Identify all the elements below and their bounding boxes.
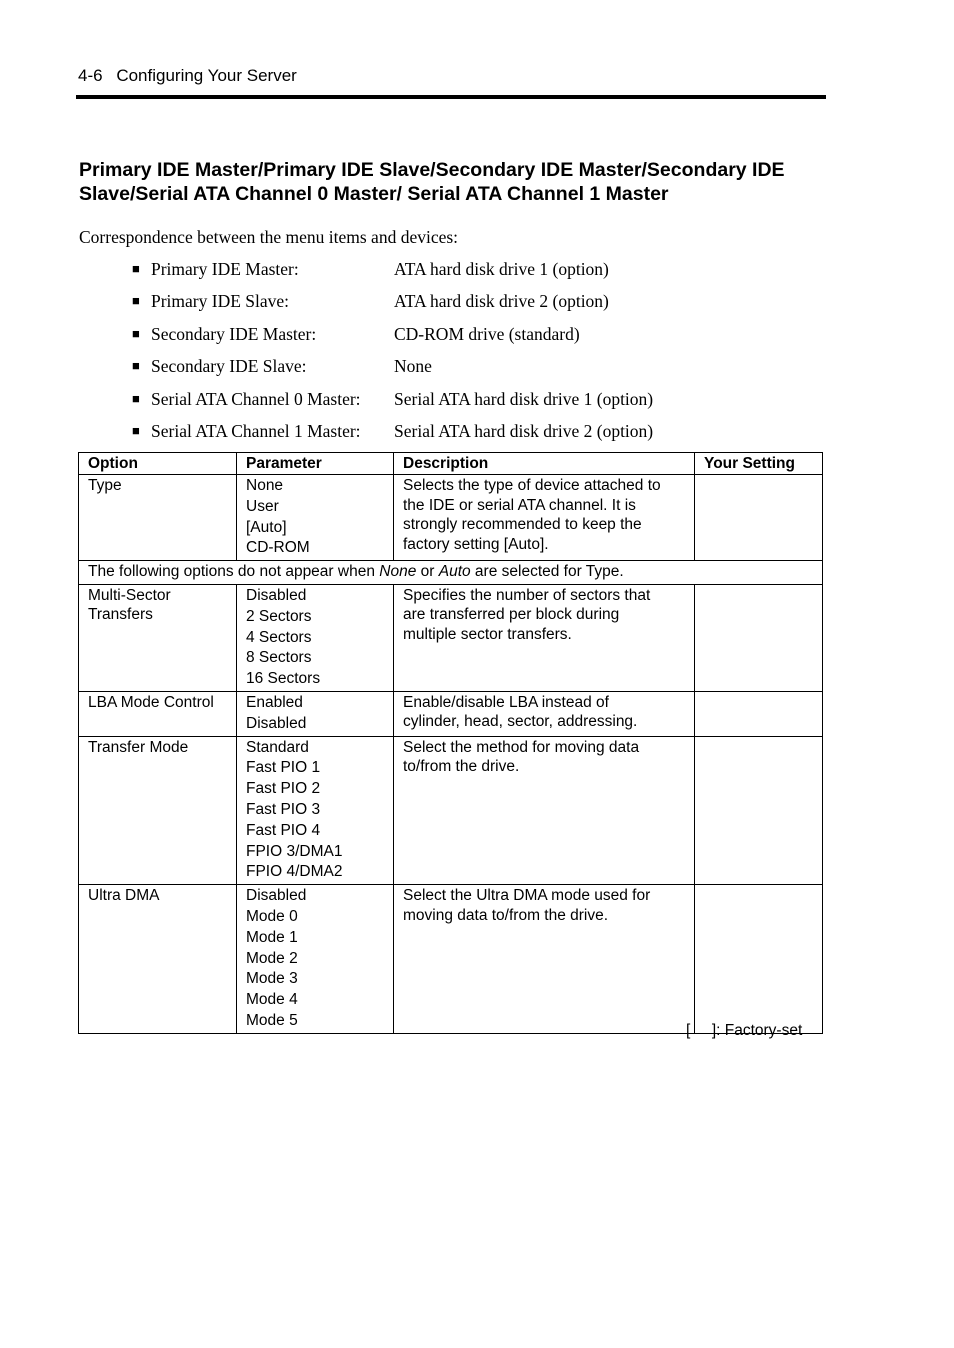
menu-item-label: Secondary IDE Master: [151,323,317,344]
your-setting-cell[interactable] [695,736,823,885]
parameter-value: Mode 3 [246,970,298,988]
description-cell [394,691,695,736]
parameter-value: FPIO 4/DMA2 [246,863,343,881]
option-cell [79,475,237,561]
chapter-title: Configuring Your Server [116,66,297,85]
description-line: strongly recommended to keep the [403,516,642,533]
device-label: ATA hard disk drive 1 (option) [394,259,609,279]
note-emphasis: None [379,563,417,581]
parameter-value: Fast PIO 4 [246,821,321,839]
option-text: Transfers [88,606,153,624]
parameter-cell [237,736,394,885]
parameter-value: Mode 1 [246,928,298,946]
your-setting-cell[interactable] [695,691,823,736]
parameter-value: Disabled [246,887,307,905]
table-row [79,691,823,736]
parameter-value: Mode 4 [246,991,298,1009]
option-cell [79,885,237,1034]
description-line: Specifies the number of sectors that [403,586,651,604]
list-item [132,418,653,450]
description-cell [394,475,695,561]
option-cell [79,736,237,885]
parameter-cell [237,691,394,736]
table-row [79,736,823,885]
header-your-setting: Your Setting [695,453,823,475]
header-option: Option [79,453,237,475]
description-cell [394,736,695,885]
parameter-value: 2 Sectors [246,607,312,625]
parameter-cell [237,885,394,1034]
square-bullet-icon: ■ [132,293,140,309]
option-text: Ultra DMA [88,887,160,905]
parameter-value: 4 Sectors [246,628,312,646]
header-description: Description [394,453,695,475]
square-bullet-icon: ■ [132,325,140,341]
parameter-cell [237,475,394,561]
option-text: LBA Mode Control [88,693,214,711]
table-row [79,584,823,691]
square-bullet-icon: ■ [132,422,140,438]
parameter-value: CD-ROM [246,539,310,557]
menu-item-label: Secondary IDE Slave: [151,356,307,377]
option-cell [79,584,237,691]
square-bullet-icon: ■ [132,358,140,374]
parameter-value: Mode 0 [246,907,298,925]
device-label: ATA hard disk drive 2 (option) [394,291,609,312]
your-setting-cell[interactable] [695,475,823,561]
parameter-value: Mode 5 [246,1011,298,1029]
menu-item-label: Primary IDE Slave: [151,291,290,312]
device-label: Serial ATA hard disk drive 1 (option) [394,388,654,409]
header-rule [76,95,826,99]
parameter-value: Mode 2 [246,949,298,967]
parameter-value: None [246,477,284,494]
parameter-value: 8 Sectors [246,649,312,667]
intro-text: Correspondence between the menu items and devices: [79,227,459,247]
parameter-value: Standard [246,738,309,756]
parameter-value: Disabled [246,586,307,604]
description-line: to/from the drive. [403,758,520,776]
list-item [132,288,653,320]
table-note [79,561,823,585]
device-list [132,256,653,450]
description-line: cylinder, head, sector, addressing. [403,713,638,731]
page-header [78,66,297,86]
menu-item-label: Serial ATA Channel 0 Master: [151,388,361,409]
description-line: factory setting [Auto]. [403,535,549,553]
note-text: or [416,563,439,581]
note-text: The following options do not appear when [88,563,380,581]
table-row [79,475,823,561]
your-setting-cell[interactable] [695,584,823,691]
square-bullet-icon: ■ [132,261,140,276]
page-number: 4-6 [78,66,103,85]
description-line: Select the method for moving data [403,738,640,756]
list-item [132,353,653,385]
description-line: are transferred per block during [403,606,620,624]
list-item [132,386,653,418]
parameter-value: Fast PIO 3 [246,800,321,818]
description-cell [394,885,695,1034]
options-table [78,452,823,1034]
header-parameter: Parameter [237,453,394,475]
device-label: CD-ROM drive (standard) [394,323,580,344]
menu-item-label: Serial ATA Channel 1 Master: [151,420,361,441]
device-label: None [394,356,432,377]
list-item [132,256,653,288]
section-title: Primary IDE Master/Primary IDE Slave/Secondary IDE Master/Secondary IDE Slave/Serial ATA Channel 0 Master/ Serial ATA Channel 1 Master [79,159,785,205]
parameter-value: User [246,497,279,515]
description-line: the IDE or serial ATA channel. It is [403,496,636,514]
parameter-value: 16 Sectors [246,670,321,688]
parameter-value: Enabled [246,693,303,711]
description-line: Selects the type of device attached to [403,477,661,494]
parameter-value: FPIO 3/DMA1 [246,842,343,860]
option-text: Transfer Mode [88,738,189,756]
description-line: multiple sector transfers. [403,625,572,643]
option-cell [79,691,237,736]
parameter-value: Fast PIO 2 [246,780,321,798]
table-header-row [79,453,823,475]
list-item [132,321,653,353]
table-note-row [79,561,823,585]
parameter-value: Fast PIO 1 [246,759,321,777]
parameter-value: Disabled [246,714,307,732]
note-text: are selected for Type. [470,563,624,581]
description-cell [394,584,695,691]
description-line: Enable/disable LBA instead of [403,693,609,711]
parameter-value: [Auto] [246,518,287,536]
parameter-cell [237,584,394,691]
note-emphasis: Auto [438,563,471,581]
option-text: Multi-Sector [88,586,171,604]
menu-item-label: Primary IDE Master: [151,259,299,279]
device-label: Serial ATA hard disk drive 2 (option) [394,420,654,441]
description-line: moving data to/from the drive. [403,906,609,924]
option-text: Type [88,477,122,494]
your-setting-cell[interactable] [695,885,823,1034]
table-row [79,885,823,1034]
description-line: Select the Ultra DMA mode used for [403,887,651,905]
square-bullet-icon: ■ [132,390,140,406]
factory-set-legend: [ ]: Factory-set [686,1022,803,1039]
